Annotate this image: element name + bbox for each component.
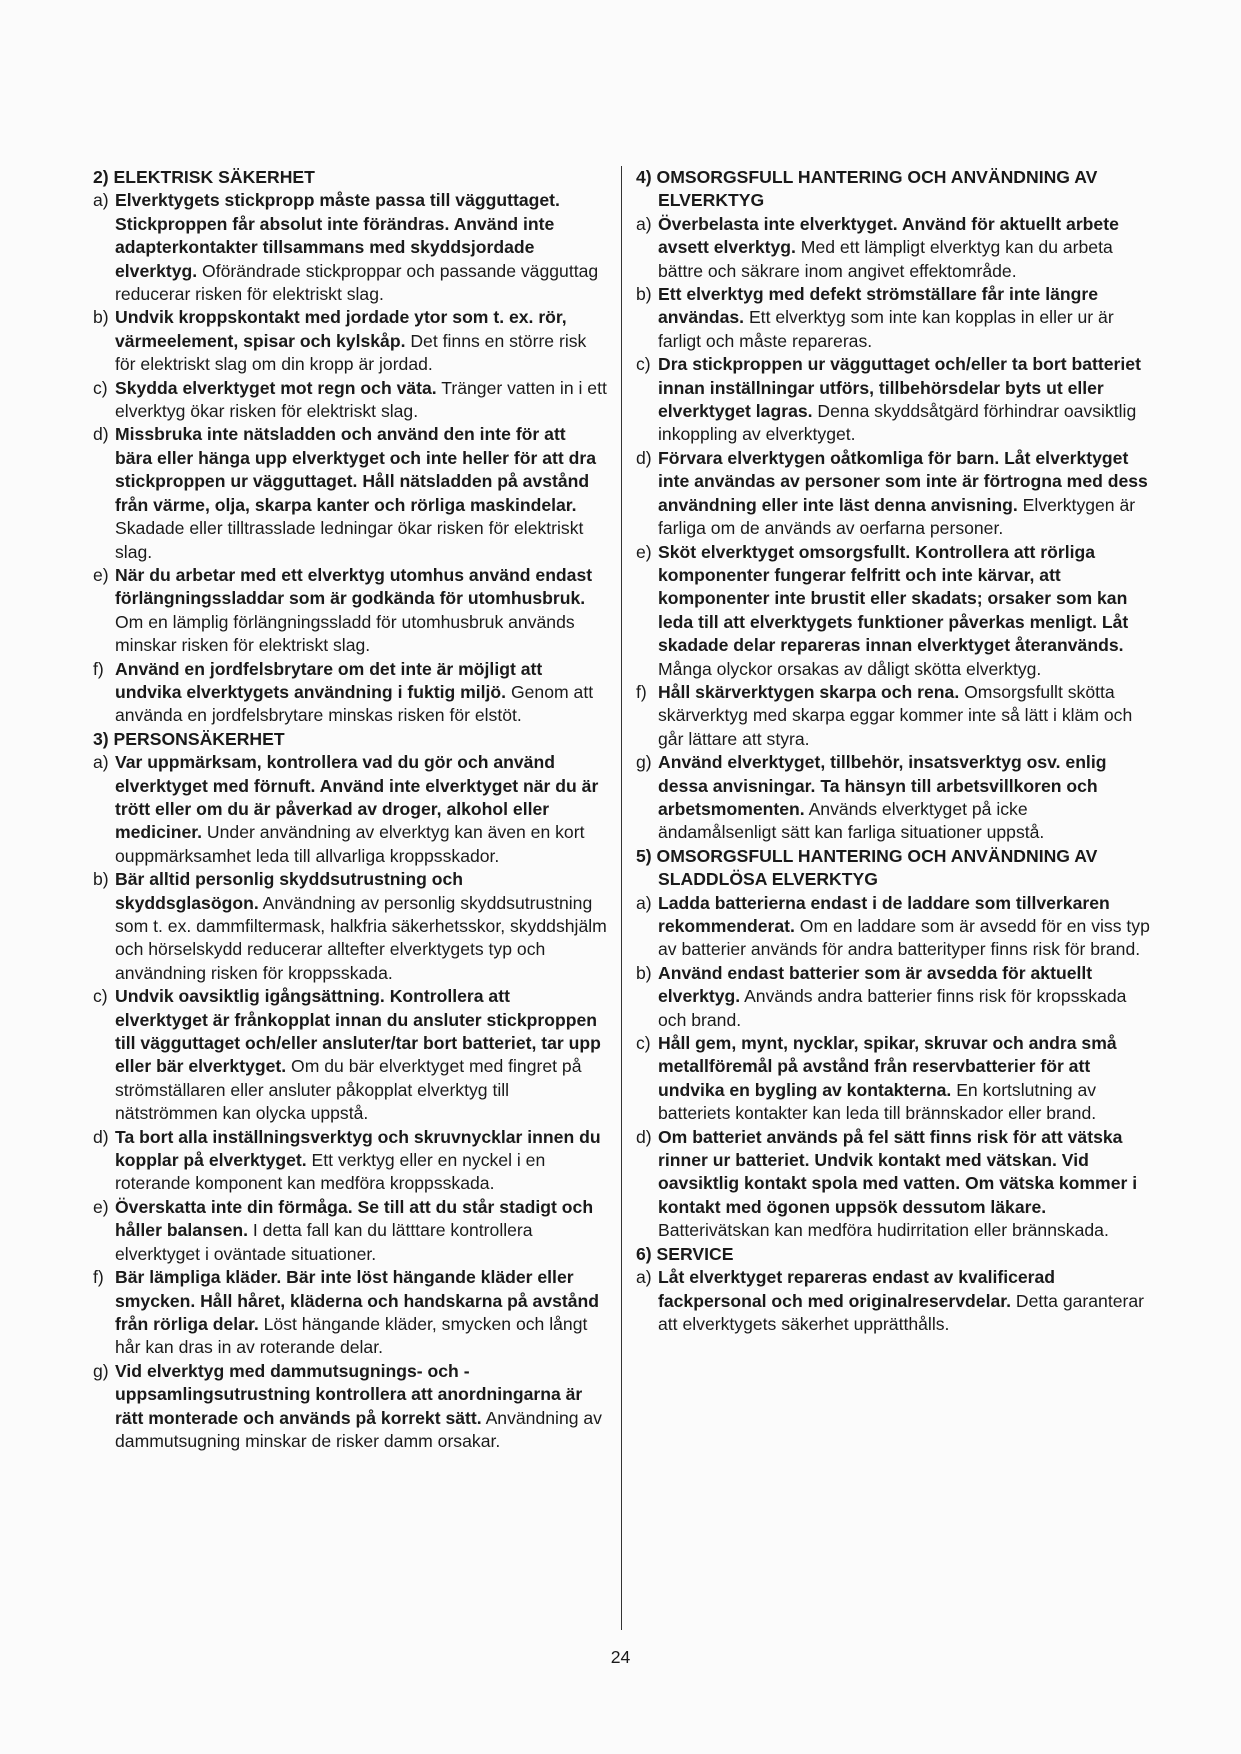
item-normal-text: Används elverktyget på icke ändamålsenligt sätt kan farliga situationer uppstå. [658,798,1045,843]
list-item [93,377,607,424]
list-item [93,1266,607,1360]
section-heading: 6) SERVICE [636,1243,734,1264]
item-bold-text: Missbruka inte nätsladden och använd den inte för att bära eller hänga upp elverktyget och inte heller för att dra stickproppen ur vägguttaget. Håll nätsladden på avstånd från värme, olja, skarpa kanter och rörliga maskindelar. [115,424,597,515]
item-bold-text: Sköt elverktyget omsorgsfullt. Kontrollera att rörliga komponenter fungerar felfritt och inte kärvar, att komponenter inte brustit eller skadats; orsaker som kan leda till att elverktygets funktioner påverkas menligt. Låt skadade delar repareras innan elverktyget återanvänds. [658,541,1129,656]
section-heading: 2) ELEKTRISK SÄKERHET [93,167,315,187]
list-item [636,1266,1150,1336]
item-normal-text: Om en laddare som är avsedd för en viss typ av batterier används för andra batterityper finns risk för brand. [658,916,1150,960]
item-marker: a) [636,1267,652,1288]
item-normal-text: Omsorgsfullt skötta skärverktyg med skarpa eggar kommer inte så lätt i kläm och går lättare att styra. [658,681,1133,749]
list-item [93,1126,607,1196]
item-bold-text: Dra stickproppen ur vägguttaget och/eller ta bort batteriet innan inställningar utförs, tillbehörsdelar byts ut eller elverktyget lagras. [658,354,1141,422]
item-marker: a) [636,892,652,913]
item-bold-text: Bär lämpliga kläder. Bär inte löst hängande kläder eller smycken. Håll håret, kläderna och handskarna på avstånd från rörliga delar. [115,1267,600,1334]
page-number: 24 [610,1647,631,1667]
item-bold-text: Använd endast batterier som är avsedda för aktuellt elverktyg. [658,962,1093,1007]
item-normal-text: I detta fall kan du lätttare kontrollera elverktyget i oväntade situationer. [115,1220,533,1264]
item-bold-text: Överskatta inte din förmåga. Se till att du står stadigt och håller balansen. [115,1196,594,1241]
item-normal-text: Om du bär elverktyget med fingret på strömställaren eller ansluter påkopplat elverktyg till nätströmmen kan olycka uppstå. [115,1056,582,1124]
item-marker: b) [636,962,652,983]
item-bold-text: Använd elverktyget, tillbehör, insatsverktyg osv. enlig dessa anvisningar. Ta hänsyn till arbetsvillkoren och arbetsmomenten. [658,752,1107,819]
left-column [93,166,607,1453]
item-bold-text: Ladda batterierna endast i de laddare som tillverkaren rekommenderat. [658,892,1110,936]
item-marker: b) [93,869,109,890]
item-marker: a) [636,213,652,234]
item-marker: b) [93,307,109,328]
list-item [636,541,1150,681]
item-normal-text: Användning av personlig skyddsutrustning som t. ex. dammfiltermask, halkfria säkerhetsskor, skyddshjälm och hörselskydd reducerar alltefter elverktygets typ och användning risken för kroppsskada. [115,892,607,983]
item-normal-text: Ett elverktyg som inte kan kopplas in eller ur är farligt och måste repareras. [658,307,1114,351]
item-normal-text: Användning av dammutsugning minskar de risker damm orsakar. [115,1407,602,1451]
item-bold-text: Var uppmärksam, kontrollera vad du gör och använd elverktyget med förnuft. Använd inte elverktyget när du är trött eller om du är påverkad av droger, alkohol eller mediciner. [115,752,599,843]
list-item [636,1126,1150,1243]
item-bold-text: Håll skärverktygen skarpa och rena. [658,681,960,702]
item-bold-text: Håll gem, mynt, nycklar, spikar, skruvar och andra små metallföremål på avstånd från reservbatterier för att undvika en bygling av kontakterna. [658,1033,1117,1100]
item-bold-text: Vid elverktyg med dammutsugnings- och -uppsamlingsutrustning kontrollera att anordningarna är rätt monterade och används på korrekt sätt. [115,1360,583,1428]
list-item [93,1360,607,1454]
section-heading: 5) OMSORGSFULL HANTERING OCH ANVÄNDNING AV SLADDLÖSA ELVERKTYG [636,845,1098,890]
item-marker: a) [93,752,109,773]
item-bold-text: Ett elverktyg med defekt strömställare får inte längre användas. [658,284,1098,328]
item-normal-text: Med ett lämpligt elverktyg kan du arbeta bättre och säkrare inom angivet effektområde. [658,237,1113,281]
item-marker: f) [636,681,647,702]
section-heading: 4) OMSORGSFULL HANTERING OCH ANVÄNDNING AV ELVERKTYG [636,167,1098,211]
item-normal-text: Många olyckor orsakas av dåligt skötta elverktyg. [658,658,1042,679]
item-normal-text: Detta garanterar att elverktygets säkerhet upprätthålls. [658,1290,1145,1334]
item-normal-text: Skadade eller tilltrasslade ledningar ökar risken för elektriskt slag. [115,518,584,562]
item-bold-text: Förvara elverktygen oåtkomliga för barn. Låt elverktyget inte användas av personer som inte är förtrogna med dess användning eller inte läst denna anvisning. [658,447,1148,515]
item-marker: e) [93,564,109,585]
list-item [93,1196,607,1266]
item-marker: f) [93,658,104,679]
item-normal-text: Under användning av elverktyg kan även en kort ouppmärksamhet leda till allvarliga kroppsskador. [115,822,585,866]
item-normal-text: Oförändrade stickproppar och passande vägguttag reducerar risken för elektriskt slag. [115,260,599,305]
item-bold-text: Överbelasta inte elverktyget. Använd för aktuellt arbete avsett elverktyg. [658,213,1119,258]
item-normal-text: Genom att använda en jordfelsbrytare minskas risken för elstöt. [115,681,594,726]
item-bold-text: Undvik oavsiktlig igångsättning. Kontrollera att elverktyget är frånkopplat innan du ansluter stickproppen till vägguttaget och/eller ansluter/tar bort batteriet, tar upp eller bär elverktyget. [115,986,601,1077]
list-item [636,447,1150,541]
item-marker: a) [93,190,109,211]
item-bold-text: Ta bort alla inställningsverktyg och skruvnycklar innen du kopplar på elverktyget. [115,1126,601,1171]
item-marker: d) [93,424,109,445]
list-item [93,868,607,985]
list-item [93,985,607,1125]
list-item [93,423,607,563]
item-normal-text: Batterivätskan kan medföra hudirritation eller brännskada. [658,1220,1109,1241]
item-normal-text: Används andra batterier finns risk för kropsskada och brand. [658,986,1127,1030]
item-bold-text: Använd en jordfelsbrytare om det inte är möjligt att undvika elverktygets användning i fuktig miljö. [115,658,543,702]
item-bold-text: Elverktygets stickpropp måste passa till vägguttaget. Stickproppen får absolut inte förändras. Använd inte adapterkontakter tillsammans med skyddsjordade elverktyg. [115,190,560,281]
item-normal-text: Om en lämplig förlängningssladd för utomhusbruk används minskar risken för elektriskt slag. [115,611,575,656]
list-item [636,962,1150,1032]
list-item [636,892,1150,962]
item-marker: d) [93,1126,109,1147]
item-marker: d) [636,447,652,468]
item-bold-text: Skydda elverktyget mot regn och väta. [115,377,437,398]
item-marker: c) [93,986,108,1007]
item-bold-text: När du arbetar med ett elverktyg utomhus använd endast förlängningssladdar som är godkända för utomhusbruk. [115,564,593,609]
item-normal-text: En kortslutning av batteriets kontakter kan leda till brännskador eller brand. [658,1079,1097,1124]
list-item [636,283,1150,353]
item-marker: e) [93,1196,109,1217]
item-bold-text: Bär alltid personlig skyddsutrustning och skyddsglasögon. [115,869,464,913]
item-marker: g) [93,1360,109,1381]
item-bold-text: Undvik kroppskontakt med jordade ytor som t. ex. rör, värmeelement, spisar och kylskåp. [115,307,567,351]
item-normal-text: Löst hängande kläder, smycken och långt hår kan dras in av roterande delar. [115,1313,588,1358]
item-normal-text: Det finns en större risk för elektriskt slag om din kropp är jordad. [115,330,587,375]
item-normal-text: Tränger vatten in i ett elverktyg ökar risken för elektriskt slag. [115,377,607,422]
list-item [636,751,1150,845]
item-bold-text: Låt elverktyget repareras endast av kvalificerad fackpersonal och med originalreservdelar. [658,1267,1056,1311]
list-item [636,1032,1150,1126]
list-item [93,564,607,658]
list-item [636,681,1150,751]
item-marker: b) [636,284,652,305]
column-divider [621,166,622,1630]
item-marker: c) [636,354,651,375]
item-normal-text: Denna skyddsåtgärd förhindrar oavsiktlig inkoppling av elverktyget. [658,401,1137,445]
item-marker: e) [636,541,652,562]
right-column [636,166,1150,1336]
item-marker: g) [636,752,652,773]
list-item [93,658,607,728]
list-item [93,751,607,868]
item-marker: d) [636,1126,652,1147]
item-marker: f) [93,1267,104,1288]
list-item [636,353,1150,447]
item-normal-text: Elverktygen är farliga om de används av oerfarna personer. [658,494,1136,539]
item-bold-text: Om batteriet används på fel sätt finns risk för att vätska rinner ur batteriet. Undvik kontakt med vätskan. Vid oavsiktlig kontakt spola med vatten. Om vätska kommer i kontakt med ögonen uppsök dessutom läkare. [658,1126,1138,1217]
section-heading: 3) PERSONSÄKERHET [93,728,285,749]
item-marker: c) [636,1033,651,1054]
list-item [636,213,1150,283]
list-item [93,306,607,376]
item-normal-text: Ett verktyg eller en nyckel i en roterande komponent kan medföra kroppsskada. [115,1150,546,1194]
item-marker: c) [93,377,108,398]
list-item [93,189,607,306]
